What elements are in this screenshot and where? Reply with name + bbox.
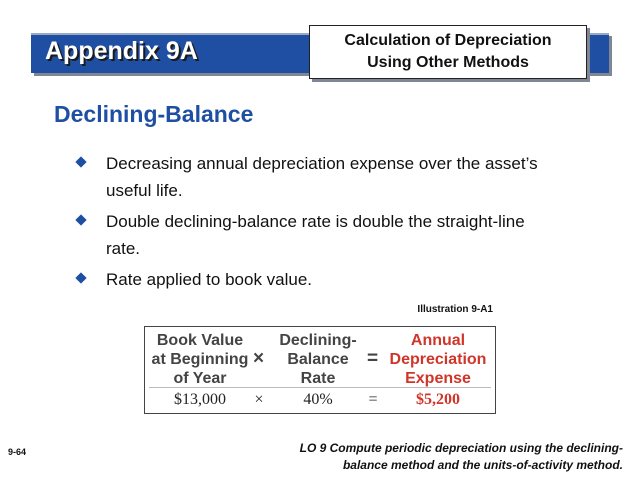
diamond-bullet-icon <box>75 272 86 283</box>
multiply-sign: × <box>253 348 265 369</box>
bullet-text: Decreasing annual depreciation expense over the asset’s <box>106 154 538 173</box>
page-number: 9-64 <box>8 447 27 457</box>
topic-box <box>309 25 587 79</box>
bullet-list <box>74 150 594 297</box>
bullet-text-cont: useful life. <box>106 181 183 200</box>
learning-objective <box>210 440 623 474</box>
learning-objective-line-1: LO 9 Compute periodic depreciation using the declining- <box>299 441 623 455</box>
bullet-text-cont: rate. <box>106 239 141 258</box>
value-expense: $5,200 <box>416 391 460 408</box>
banner-title: Appendix 9A <box>45 37 198 65</box>
bullet-text: Double declining-balance rate is double the straight-line <box>106 212 525 231</box>
formula-term-book-value: Book Value at Beginning of Year <box>151 332 249 387</box>
formula-divider <box>149 387 491 388</box>
section-title: Declining-Balance <box>54 101 254 127</box>
equals-sign: = <box>367 348 379 369</box>
bullet-text: Rate applied to book value. <box>106 270 313 289</box>
illustration-label: Illustration 9-A1 <box>417 304 493 315</box>
bullet-item <box>74 266 594 293</box>
bullet-item <box>74 208 594 262</box>
formula-term-rate: Declining- Balance Rate <box>279 332 357 387</box>
value-equals-sign: = <box>368 391 378 408</box>
depreciation-formula <box>144 326 496 414</box>
diamond-bullet-icon <box>75 214 86 225</box>
learning-objective-line-2: balance method and the units-of-activity method. <box>342 458 623 472</box>
value-rate: 40% <box>303 391 333 408</box>
bullet-item <box>74 150 594 204</box>
topic-line-2: Using Other Methods <box>367 54 529 71</box>
formula-term-expense: Annual Depreciation Expense <box>389 332 487 387</box>
value-book-value: $13,000 <box>174 391 226 408</box>
topic-line-1: Calculation of Depreciation <box>344 32 552 49</box>
diamond-bullet-icon <box>75 156 86 167</box>
value-multiply-sign: × <box>254 391 264 408</box>
